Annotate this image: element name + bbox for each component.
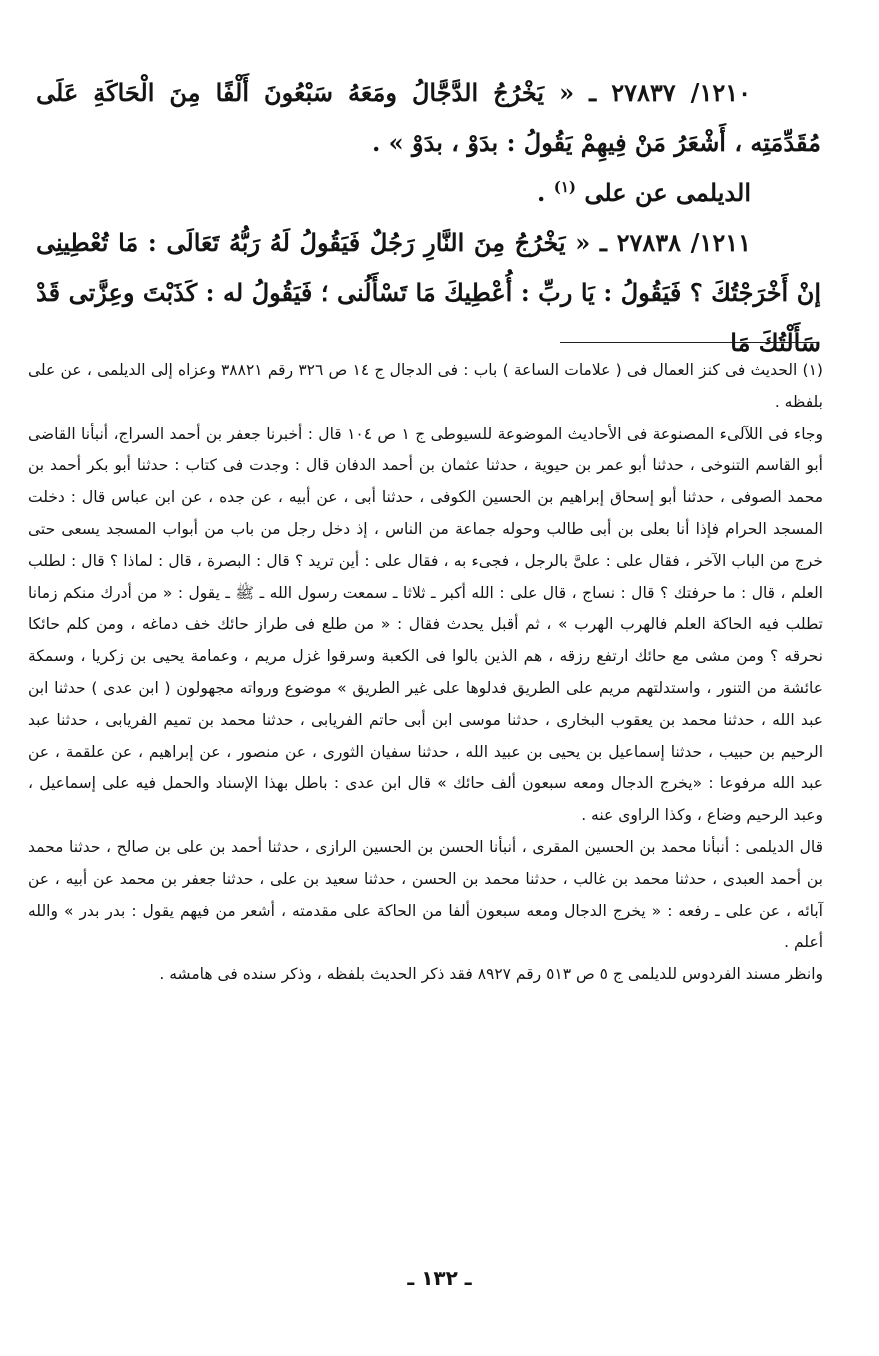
page-number: ـ ١٣٢ ـ <box>407 1266 472 1290</box>
footnote-separator <box>560 342 817 343</box>
footnote-paragraph-1: وجاء فى اللآلىء المصنوعة فى الأحاديث الموضوعة للسيوطى ج ١ ص ١٠٤ قال : أخبرنا جعفر بن أحمد السراج، أنبأنا القاضى أبو القاسم التنوخى ، حدثنا أبو عمر بن حيوية ، حدثنا عثمان بن أحمد الدفان قال : وجدت فى كتاب : حدثنا أبو بكر أحمد بن محمد الصوفى ، حدثنا أبو إسحاق إبراهيم بن الحسين الكوفى ، حدثنا أبى ، عن أبيه ، عن جده ، عن ابن عباس قال : دخلت المسجد الحرام فإذا أنا بعلى بن أبى طالب وحوله جماعة من الناس ، إذ دخل رجل من باب من أبواب المسجد يسعى حتى خرج من الباب الآخر ، فقال على : علىَّ بالرجل ، فجىء به ، فقال على : أين تريد ؟ قال : البصرة ، قال : لماذا ؟ قال : لطلب العلم ، قال : ما حرفتك ؟ قال : نساج ، قال على : الله أكبر ـ ثلاثا ـ سمعت رسول الله ـ ﷺ ـ يقول : « من أدرك منكم زمانا تطلب فيه الحاكة العلم فالهرب الهرب » ، ثم أقبل يحدث فقال : « من طلع فى طراز حائك خف دماغه ، ومن كلم حائكا نحرقه ؟ ومن مشى مع حائك ارتفع رزقه ، هم الذين بالوا فى الكعبة وسرقوا غزل مريم ، وعمامة يحيى بن زكريا ، وسمكة عائشة من التنور ، واستدلتهم مريم على الطريق فدلوها على غير الطريق » موضوع ورواته مجهولون ( ابن عدى ) حدثنا ابن عبد الله ، حدثنا محمد بن يعقوب البخارى ، حدثنا موسى ابن أبى حاتم الفريابى ، حدثنا محمد بن تميم الفريابى ، حدثنا عبد الرحيم بن حبيب ، حدثنا إسماعيل بن يحيى بن عبيد الله ، حدثنا سفيان الثورى ، عن منصور ، عن إبراهيم ، عن علقمة ، عن عبد الله مرفوعا : «يخرج الدجال ومعه سبعون ألف حائك » قال ابن عدى : باطل بهذا الإسناد والحمل فيه على إسماعيل ، وعبد الرحيم وضاع ، وكذا الراوى عنه . <box>28 424 824 825</box>
source-end: . <box>536 178 546 207</box>
footnote-marker[interactable]: (١) <box>553 178 576 196</box>
footnote-1: (١) الحديث فى كنز العمال فى ( علامات الساعة ) باب : فى الدجال ج ١٤ ص ٣٢٦ رقم ٣٨٨٢١ وعزاه إلى الديلمى ، عن على بلفظه . <box>28 361 823 411</box>
footnotes-section <box>28 355 823 991</box>
hadith-1210-source <box>36 168 821 218</box>
footnote-paragraph-3: وانظر مسند الفردوس للديلمى ج ٥ ص ٥١٣ رقم ٨٩٢٧ فقد ذكر الحديث بلفظه ، وذكر سنده فى هامشه . <box>159 965 823 984</box>
footnote-paragraph-2: قال الديلمى : أنبأنا محمد بن الحسين المقرى ، أنبأنا الحسن بن الحسين الرازى ، حدثنا أحمد بن على بن صالح ، حدثنا محمد بن أحمد العبدى ، حدثنا محمد بن غالب ، حدثنا محمد بن الحسن ، حدثنا سعيد بن على ، حدثنا جعفر بن محمد عن أبيه ، عن آبائه ، عن على ـ رفعه : « يخرج الدجال ومعه سبعون ألفا من الحاكة على مقدمته ، أشعر من فيهم يقول : بدر بدر » والله أعلم . <box>28 837 823 952</box>
hadith-1210: ١٢١٠/ ٢٧٨٣٧ ـ « يَخْرُجُ الدَّجَّالُ ومَعَهُ سَبْعُونَ أَلْفًا مِنَ الْحَاكَةِ عَلَى مُقَدِّمَتِه ، أَشْعَرُ مَنْ فِيهِمْ يَقُولُ : بدَوْ ، بدَوْ » . <box>36 78 821 157</box>
source-text: الديلمى عن على <box>584 178 751 207</box>
hadith-1211: ١٢١١/ ٢٧٨٣٨ ـ « يَخْرُجُ مِنَ النَّارِ رَجُلٌ فَيَقُولُ لَهُ رَبُّهُ تَعَالَى : مَا تُعْطِينِى إنْ أَخْرَجْتُكَ ؟ فَيَقُولُ : يَا ربِّ : أُعْطِيكَ مَا تَسْأَلُنى ؛ فَيَقُولُ له : كَذَبْتَ وعِزَّتى قَدْ سَأَلْتُكَ مَا <box>36 228 821 357</box>
main-text <box>36 68 821 368</box>
